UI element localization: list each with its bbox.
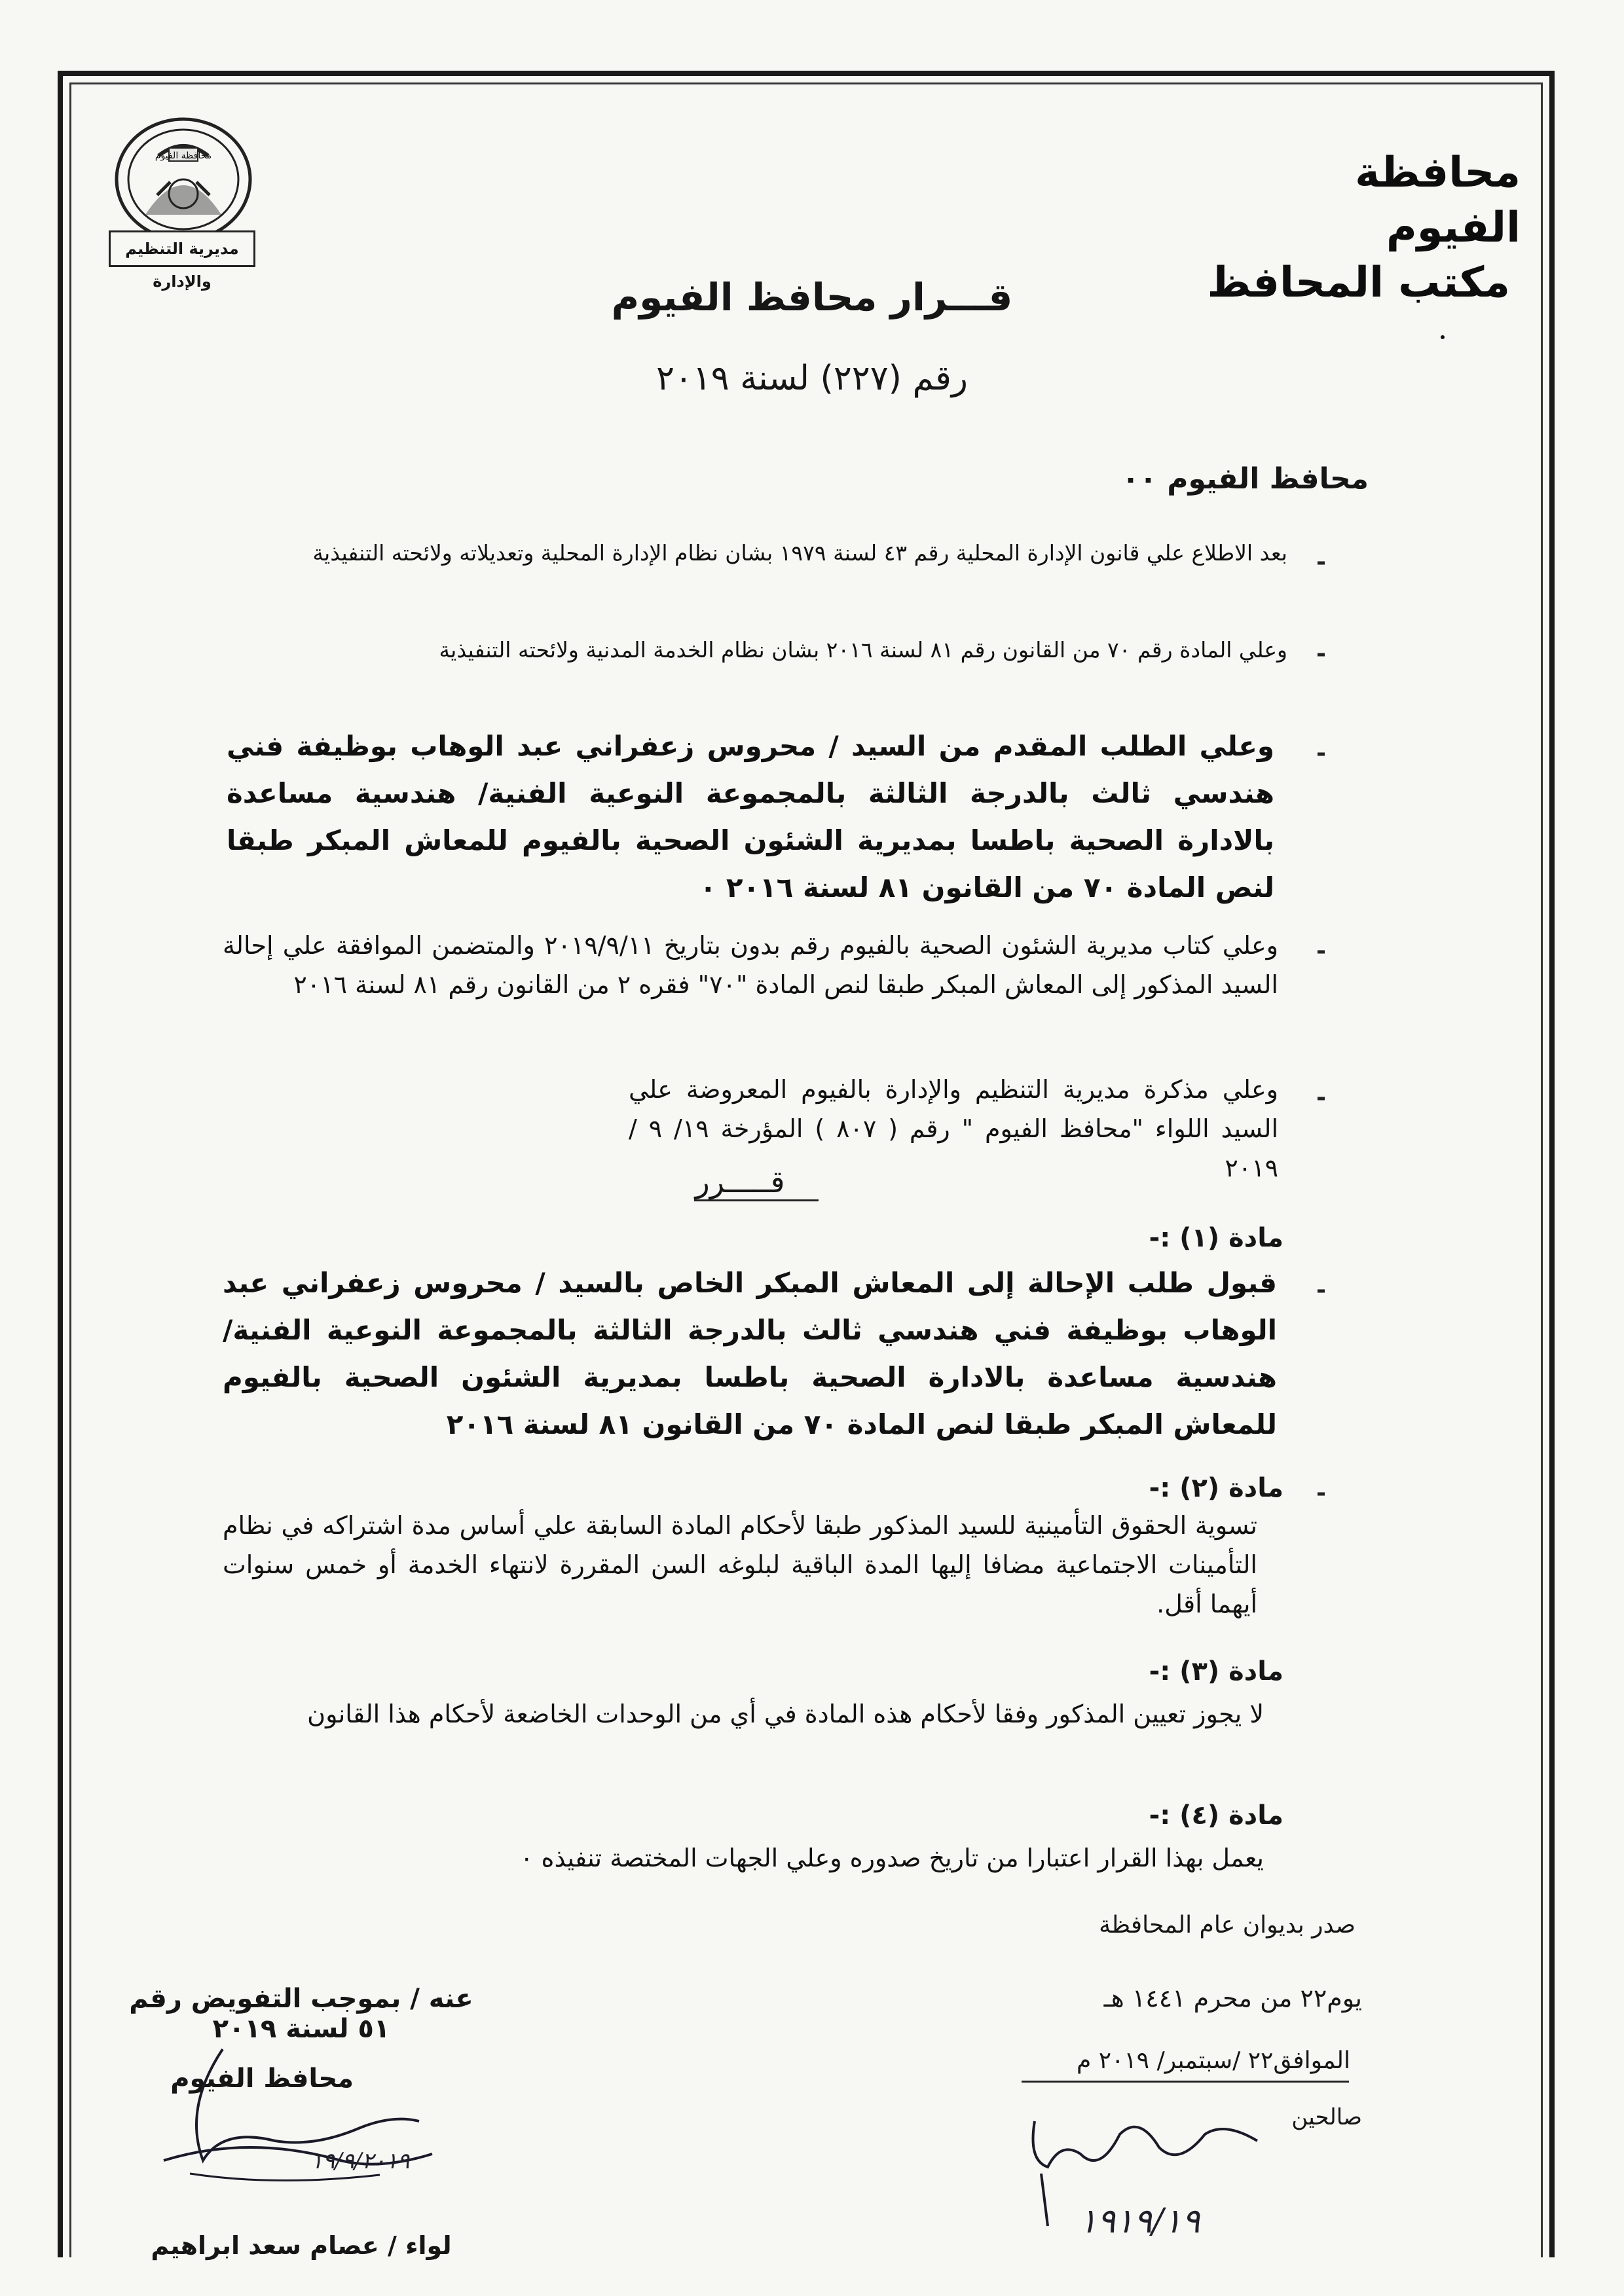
- bullet-dash: -: [1316, 1277, 1326, 1303]
- scan-speck: [1441, 335, 1445, 339]
- signature-date: ١٩/٩/٢٠١٩: [310, 2148, 410, 2174]
- bullet-dash: -: [1316, 1084, 1326, 1111]
- article-1-text: قبول طلب الإحالة إلى المعاش المبكر الخاص بالسيد / محروس زعفراني عبد الوهاب بوظيفة فني هندسي ثالث بالدرجة الثالثة بالمجموعة النوعية الفنية/ هندسية مساعدة بالادارة الصحية باطسا بمديرية الشئون الصحية بالفيوم للمعاش المبكر طبقا لنص المادة ٧٠ من القانون ٨١ لسنة ٢٠١٦: [223, 1267, 1277, 1440]
- office-name: مكتب المحافظ: [1207, 259, 1510, 307]
- article-2-text: تسوية الحقوق التأمينية للسيد المذكور طبقا لأحكام المادة السابقة علي أساس مدة اشتراكه في نظام التأمينات الاجتماعية مضافا إليها المدة الباقية لبلوغه السن المقررة لانتهاء الخدمة أو خمس سنوات أيهما أقل.: [223, 1511, 1257, 1618]
- decided-underline: [694, 1199, 819, 1201]
- hijri-date: يوم٢٢ من محرم ١٤٤١ هـ: [1103, 1984, 1362, 2013]
- letterhead: [1206, 145, 1521, 310]
- governor-heading: محافظ الفيوم ٠٠: [1122, 462, 1369, 496]
- bullet-dash: -: [1316, 549, 1326, 575]
- governorate-name: محافظة الفيوم: [1355, 149, 1521, 252]
- bullet-dash: -: [1316, 640, 1326, 667]
- decree-title: قـــرار محافظ الفيوم: [611, 275, 1013, 319]
- authorization-title: محافظ الفيوم: [170, 2064, 354, 2094]
- bullet-dash: -: [1316, 740, 1326, 767]
- preamble-item: وعلي مذكرة مديرية التنظيم والإدارة بالفيوم المعروضة علي السيد اللواء "محافظ الفيوم " رقم ( ٨٠٧ ) المؤرخة ١٩/ ٩ / ٢٠١٩: [629, 1075, 1279, 1182]
- logo-caption: مديرية التنظيم والإدارة: [109, 230, 255, 267]
- date-underline: [1022, 2081, 1349, 2083]
- article-4-heading: مادة (٤) :-: [1149, 1800, 1283, 1831]
- article-2-heading: مادة (٢) :-: [1149, 1473, 1283, 1503]
- article-1-heading: مادة (١) :-: [1149, 1223, 1283, 1253]
- preamble-item: وعلي كتاب مديرية الشئون الصحية بالفيوم رقم بدون بتاريخ ٢٠١٩/٩/١١ والمتضمن الموافقة علي إحالة السيد المذكور إلى المعاش المبكر طبقا لنص المادة "٧٠" فقره ٢ من القانون رقم ٨١ لسنة ٢٠١٦: [223, 931, 1278, 999]
- article-3-heading: مادة (٣) :-: [1149, 1656, 1283, 1686]
- signatory-name: لواء / عصام سعد ابراهيم: [151, 2231, 452, 2260]
- preamble-item: وعلي المادة رقم ٧٠ من القانون رقم ٨١ لسنة ٢٠١٦ بشان نظام الخدمة المدنية ولائحته التنفيذية: [439, 637, 1287, 663]
- governor-signature: [144, 2030, 445, 2193]
- decided-heading: قـــــرر: [695, 1164, 785, 1199]
- svg-text:محافظة الفيوم: محافظة الفيوم: [155, 151, 212, 161]
- typist-name: صالحين: [1291, 2104, 1362, 2130]
- preamble-item: وعلي الطلب المقدم من السيد / محروس زعفراني عبد الوهاب بوظيفة فني هندسي ثالث بالدرجة الثالثة بالمجموعة النوعية الفنية/ هندسية مساعدة بالادارة الصحية باطسا بمديرية الشئون الصحية بالفيوم للمعاش المبكر طبقا لنص المادة ٧٠ من القانون ٨١ لسنة ٢٠١٦ ٠: [227, 730, 1274, 903]
- bottom-handwritten-date: ١٩١٩/١٩: [1079, 2202, 1200, 2241]
- article-4-text: يعمل بهذا القرار اعتبارا من تاريخ صدوره وعلي الجهات المختصة تنفيذه ٠: [520, 1844, 1264, 1872]
- issued-at: صدر بديوان عام المحافظة: [1099, 1912, 1356, 1939]
- bullet-dash: -: [1316, 1480, 1326, 1506]
- reviewer-initials: [1008, 2095, 1283, 2252]
- gregorian-date: الموافق٢٢ /سبتمبر/ ٢٠١٩ م: [1077, 2047, 1350, 2074]
- preamble-item: بعد الاطلاع علي قانون الإدارة المحلية رقم ٤٣ لسنة ١٩٧٩ بشان نظام الإدارة المحلية وتعديلاته ولائحته التنفيذية: [312, 540, 1287, 566]
- article-3-text: لا يجوز تعيين المذكور وفقا لأحكام هذه المادة في أي من الوحدات الخاضعة لأحكام هذا القانون: [307, 1700, 1264, 1728]
- bullet-dash: -: [1316, 938, 1326, 964]
- authorization-line: عنه / بموجب التفويض رقم ٥١ لسنة ٢٠١٩: [129, 1984, 473, 2044]
- decree-number: رقم (٢٢٧) لسنة ٢٠١٩: [655, 359, 969, 398]
